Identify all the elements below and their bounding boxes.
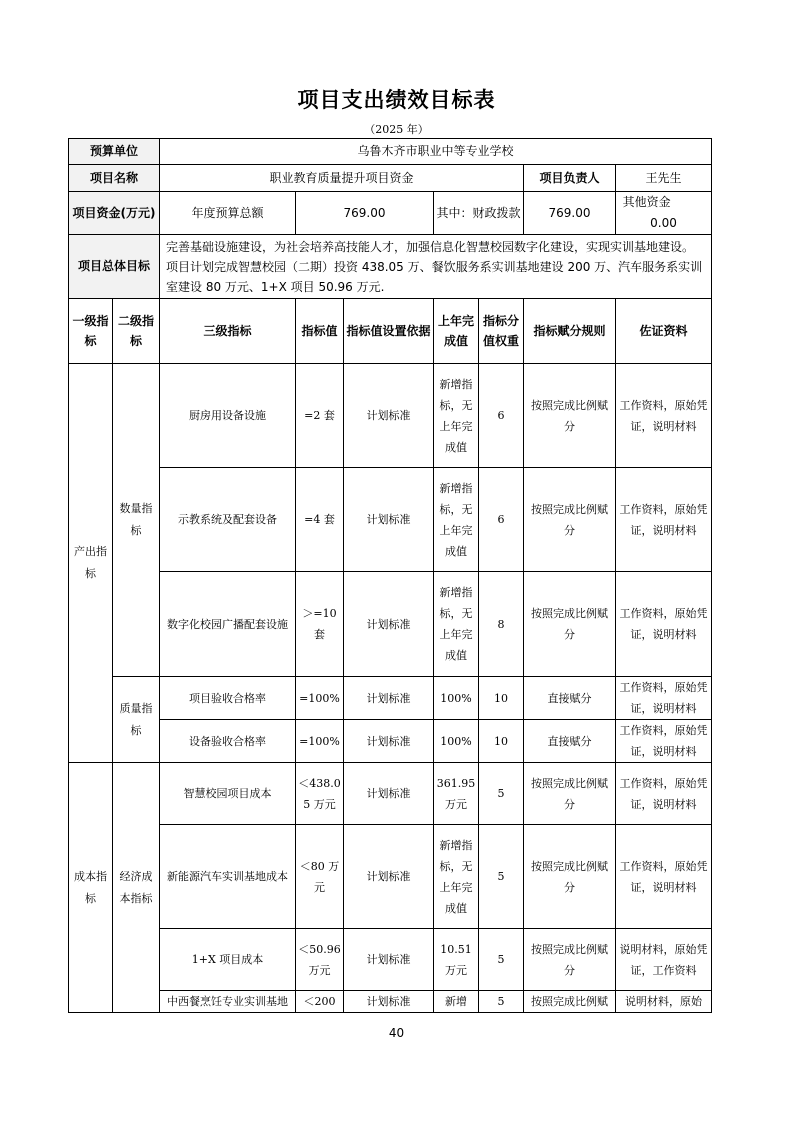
indicator-rule: 按照完成比例赋 [524,991,616,1013]
header-l3: 三级指标 [160,299,296,364]
indicator-value: ＜200 [296,991,344,1013]
performance-table [68,138,712,1013]
indicator-name: 中西餐烹饪专业实训基地 [160,991,296,1013]
annual-label: 年度预算总额 [160,192,296,235]
funds-label: 项目资金(万元) [69,192,160,235]
indicator-weight: 10 [479,720,524,763]
other-label: 其他资金 [622,195,671,209]
indicator-last: 新增指标，无上年完成值 [434,468,479,572]
owner-label: 项目负责人 [524,165,616,192]
header-weight: 指标分值权重 [479,299,524,364]
indicator-last: 新增 [434,991,479,1013]
table-row [69,720,712,763]
indicator-weight: 5 [479,991,524,1013]
indicator-value: =100% [296,720,344,763]
group-cost: 成本指标 [69,763,113,1013]
indicator-name: 新能源汽车实训基地成本 [160,825,296,929]
indicator-value: =100% [296,677,344,720]
header-evidence: 佐证资料 [616,299,712,364]
table-row [69,763,712,825]
indicator-basis: 计划标准 [344,364,434,468]
indicator-evidence: 工作资料，原始凭证，说明材料 [616,763,712,825]
header-l2: 二级指标 [113,299,160,364]
indicator-evidence: 工作资料，原始凭证，说明材料 [616,825,712,929]
year-label: （2025 年） [364,123,429,136]
indicator-name: 1+X 项目成本 [160,929,296,991]
indicator-basis: 计划标准 [344,677,434,720]
fiscal-value: 769.00 [524,192,616,235]
indicator-last: 新增指标，无上年完成值 [434,825,479,929]
indicator-evidence: 工作资料，原始凭证，说明材料 [616,364,712,468]
indicator-basis: 计划标准 [344,991,434,1013]
indicator-value: ＜80 万元 [296,825,344,929]
indicator-evidence: 工作资料，原始凭证，说明材料 [616,572,712,677]
indicator-rule: 直接赋分 [524,677,616,720]
group-quantity: 数量指标 [113,364,160,677]
indicator-basis: 计划标准 [344,572,434,677]
indicator-last: 100% [434,677,479,720]
header-value: 指标值 [296,299,344,364]
group-economic: 经济成本指标 [113,763,160,1013]
indicator-value: ＜50.96 万元 [296,929,344,991]
indicator-name: 智慧校园项目成本 [160,763,296,825]
indicator-rule: 按照完成比例赋分 [524,929,616,991]
indicator-weight: 6 [479,364,524,468]
header-rule: 指标赋分规则 [524,299,616,364]
indicator-name: 数字化校园广播配套设施 [160,572,296,677]
project-value: 职业教育质量提升项目资金 [160,165,524,192]
annual-value: 769.00 [296,192,434,235]
group-output: 产出指标 [69,364,113,763]
indicator-rule: 按照完成比例赋分 [524,468,616,572]
indicator-value: =4 套 [296,468,344,572]
table-row [69,572,712,677]
group-quality: 质量指标 [113,677,160,763]
indicator-last: 361.95 万元 [434,763,479,825]
owner-value: 王先生 [616,165,712,192]
indicator-rule: 按照完成比例赋分 [524,572,616,677]
table-row [69,677,712,720]
indicator-weight: 10 [479,677,524,720]
project-label: 项目名称 [69,165,160,192]
table-row [69,468,712,572]
indicator-evidence: 说明材料，原始 [616,991,712,1013]
table-row [69,364,712,468]
other-label-and-value [616,192,712,235]
indicator-last: 10.51 万元 [434,929,479,991]
indicator-basis: 计划标准 [344,929,434,991]
other-value: 0.00 [650,216,677,230]
indicator-evidence: 说明材料，原始凭证，工作资料 [616,929,712,991]
header-last: 上年完成值 [434,299,479,364]
indicator-name: 示教系统及配套设备 [160,468,296,572]
indicator-weight: 8 [479,572,524,677]
page-number: 40 [388,1026,405,1040]
indicator-basis: 计划标准 [344,468,434,572]
table-row [69,991,712,1013]
indicator-evidence: 工作资料，原始凭证，说明材料 [616,468,712,572]
indicator-evidence: 工作资料，原始凭证，说明材料 [616,677,712,720]
indicator-rule: 按照完成比例赋分 [524,825,616,929]
table-row [69,929,712,991]
indicator-last: 100% [434,720,479,763]
indicator-rule: 按照完成比例赋分 [524,763,616,825]
indicator-last: 新增指标，无上年完成值 [434,572,479,677]
goal-label: 项目总体目标 [69,235,160,299]
indicator-name: 厨房用设备设施 [160,364,296,468]
unit-value: 乌鲁木齐市职业中等专业学校 [160,139,712,165]
indicator-name: 项目验收合格率 [160,677,296,720]
fiscal-label: 其中：财政拨款 [434,192,524,235]
indicator-weight: 6 [479,468,524,572]
indicator-name: 设备验收合格率 [160,720,296,763]
indicator-rule: 直接赋分 [524,720,616,763]
page-title: 项目支出绩效目标表 [297,88,496,112]
indicator-last: 新增指标，无上年完成值 [434,364,479,468]
table-row [69,825,712,929]
header-basis: 指标值设置依据 [344,299,434,364]
indicator-value: ＞=10 套 [296,572,344,677]
indicator-rule: 按照完成比例赋分 [524,364,616,468]
indicator-weight: 5 [479,825,524,929]
indicator-basis: 计划标准 [344,720,434,763]
indicator-basis: 计划标准 [344,825,434,929]
unit-label: 预算单位 [69,139,160,165]
indicator-weight: 5 [479,929,524,991]
indicator-value: =2 套 [296,364,344,468]
indicator-basis: 计划标准 [344,763,434,825]
indicator-evidence: 工作资料，原始凭证，说明材料 [616,720,712,763]
indicator-value: ＜438.05 万元 [296,763,344,825]
header-l1: 一级指标 [69,299,113,364]
goal-text: 完善基础设施建设，为社会培养高技能人才，加强信息化智慧校园数字化建设，实现实训基地建设。项目计划完成智慧校园（二期）投资 438.05 万、餐饮服务系实训基地建设 200 万、汽车服务系实训室建设 80 万元、1+X 项目 50.96 万元. [160,235,712,299]
indicator-weight: 5 [479,763,524,825]
